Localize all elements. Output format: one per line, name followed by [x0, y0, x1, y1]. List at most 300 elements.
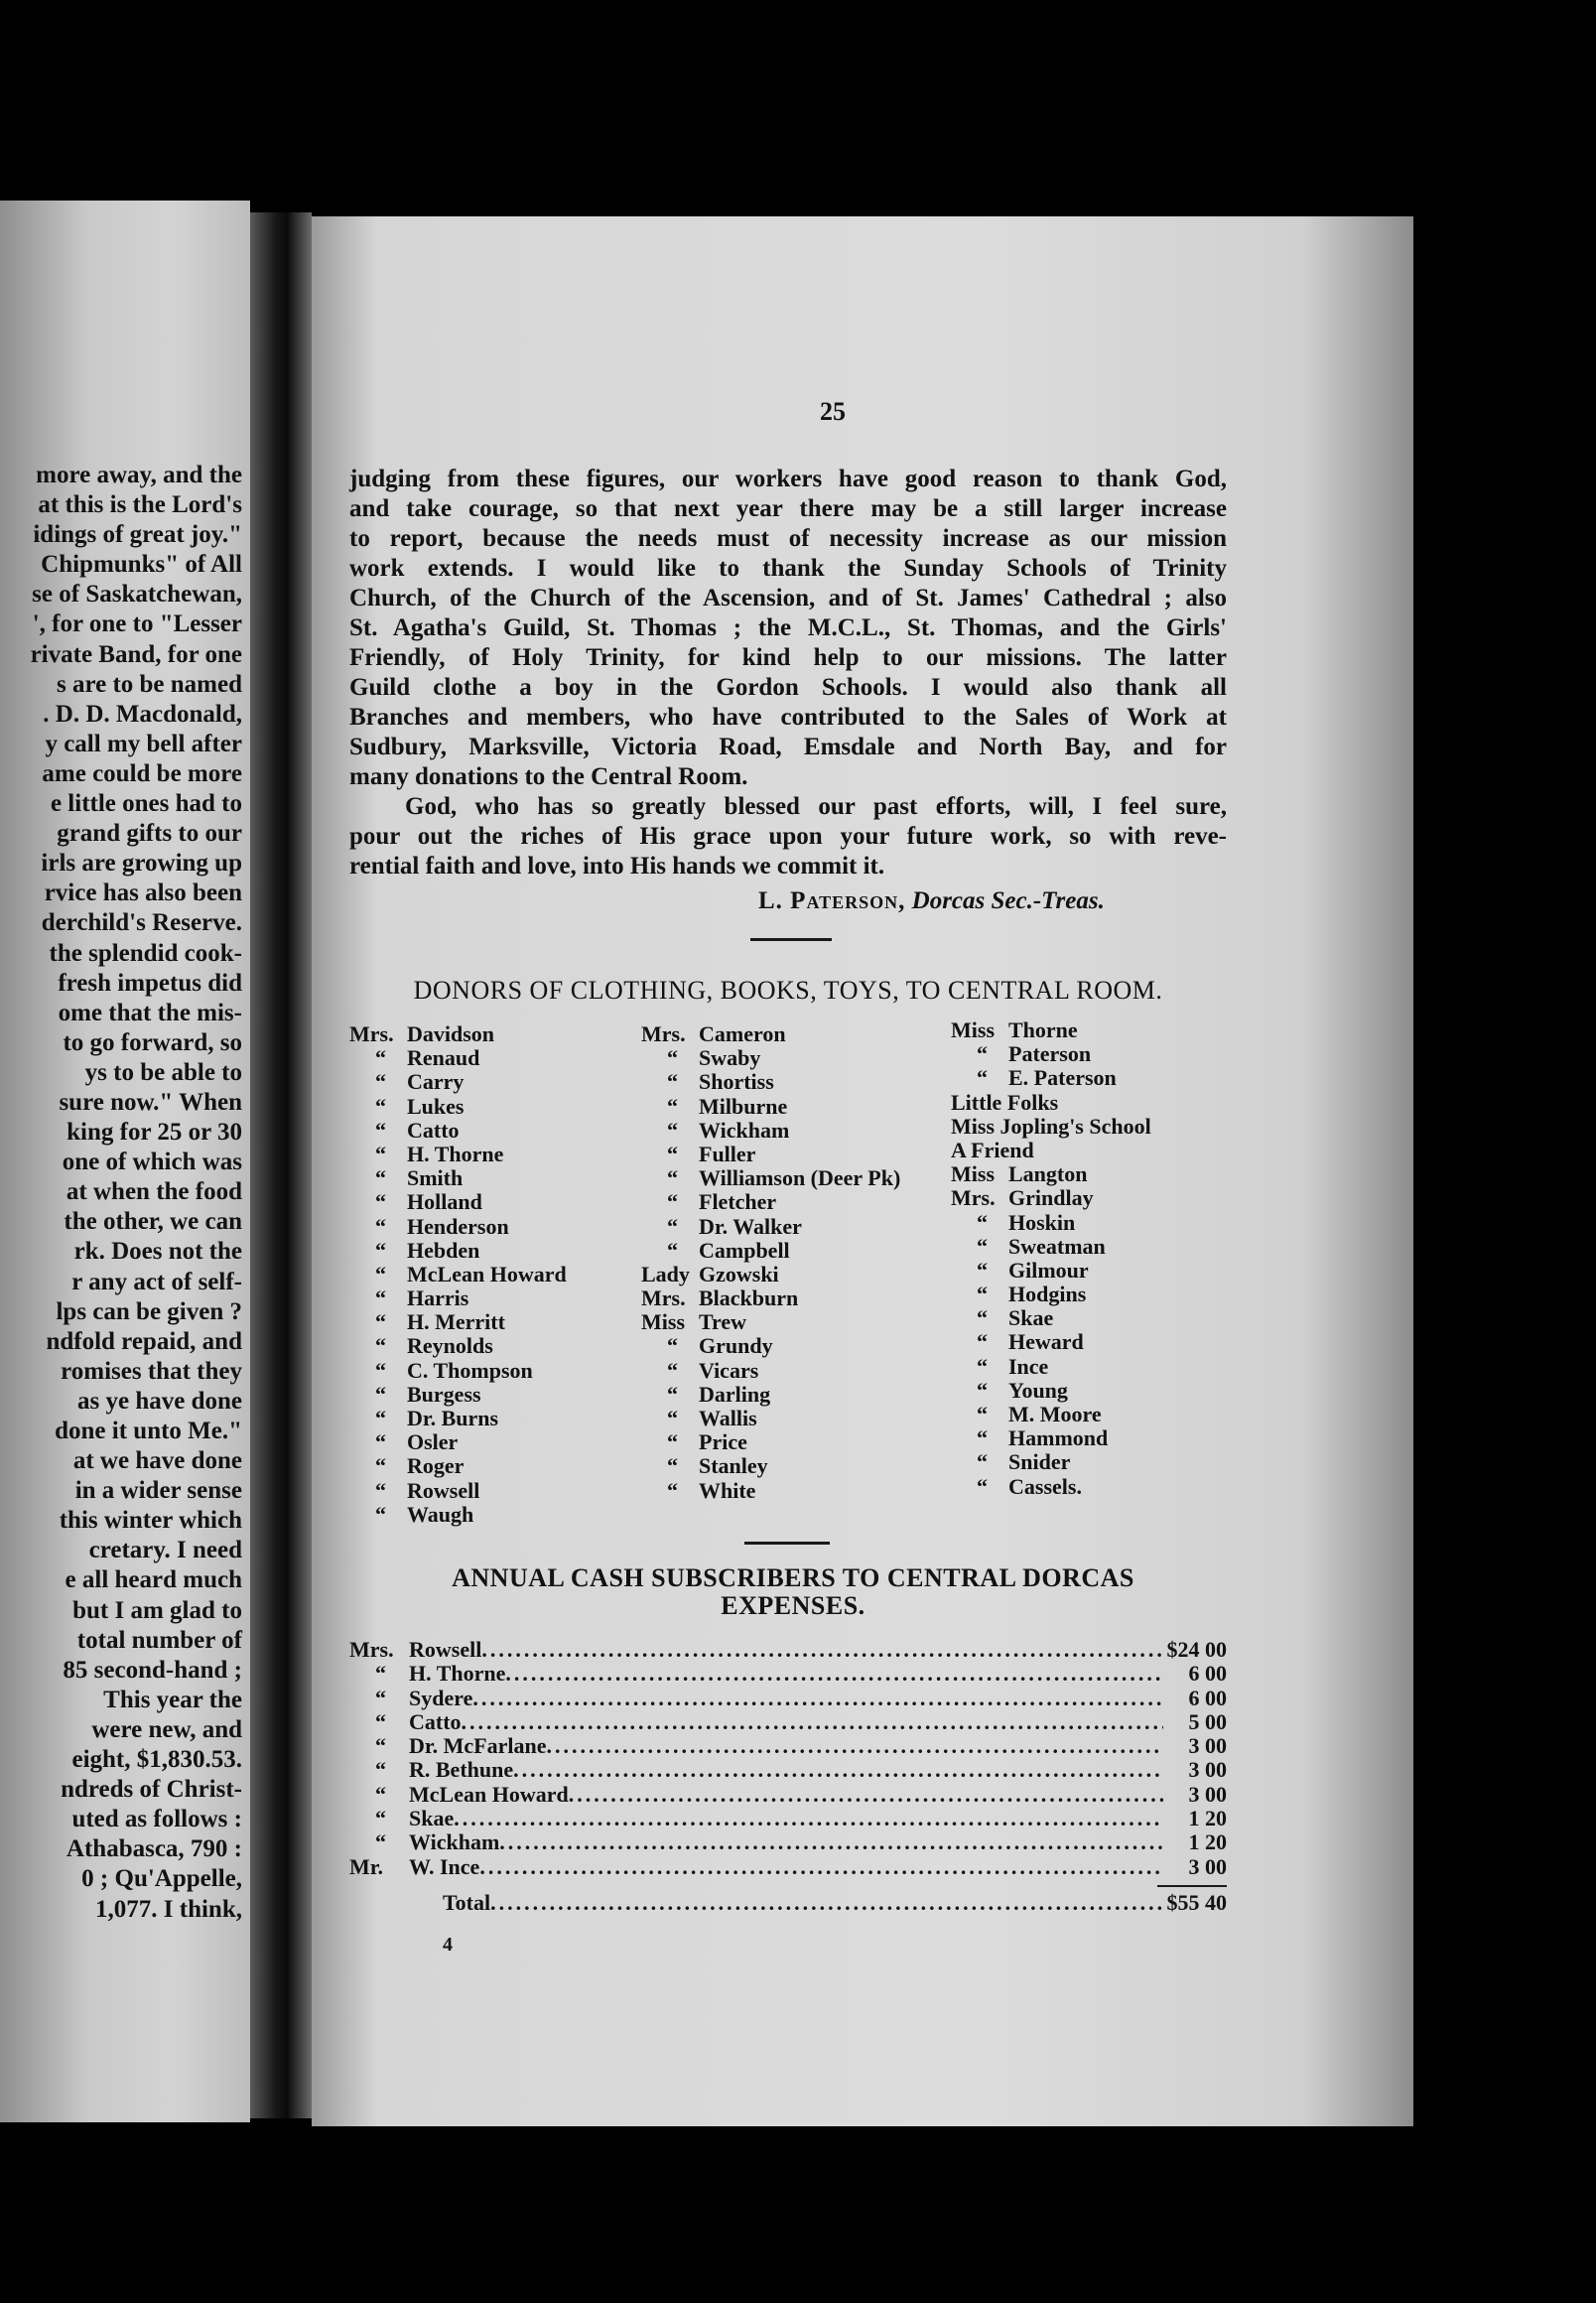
donor-entry [641, 1430, 900, 1454]
subscriber-amount: 3 00 [1188, 1757, 1227, 1783]
left-page-line: romises that they [61, 1357, 242, 1385]
left-page-line: irls are growing up [41, 850, 242, 878]
donor-prefix: “ [977, 1065, 988, 1091]
signature-name: L. Paterson, [758, 887, 906, 914]
donor-name: C. Thompson [407, 1357, 533, 1383]
donor-name: Osler [407, 1429, 459, 1455]
subscriber-name: Wickham [409, 1829, 500, 1855]
left-page-line: This year the [103, 1686, 242, 1713]
donor-entry [641, 1407, 900, 1430]
donor-entry [641, 1454, 900, 1478]
donor-prefix: “ [375, 1333, 386, 1359]
donor-prefix: “ [977, 1402, 988, 1426]
subscriber-name: Catto [409, 1708, 462, 1734]
left-page-line: r any act of self- [71, 1268, 242, 1295]
donors-column-2 [641, 1022, 900, 1503]
left-page-line: in a wider sense [74, 1477, 242, 1505]
leader-dots [513, 1758, 1163, 1782]
donor-name: Swaby [699, 1045, 761, 1071]
donor-prefix: “ [375, 1381, 386, 1407]
donor-name: Rowsell [407, 1477, 480, 1503]
donor-name: Snider [1008, 1449, 1071, 1475]
donor-prefix: “ [375, 1501, 386, 1527]
donor-prefix: “ [977, 1473, 988, 1499]
donor-prefix: “ [667, 1237, 678, 1263]
donor-entry [951, 1066, 1151, 1090]
donor-prefix: “ [375, 1286, 386, 1311]
donor-name: Blackburn [699, 1286, 799, 1311]
subscriber-prefix: Mrs. [349, 1637, 394, 1662]
subscriber-amount: 5 00 [1188, 1708, 1227, 1734]
donor-name: Stanley [699, 1453, 768, 1479]
donor-entry [349, 1479, 567, 1503]
donor-prefix: “ [375, 1189, 386, 1215]
donor-name: White [699, 1477, 756, 1503]
donor-entry [349, 1430, 567, 1454]
subscriber-row [349, 1710, 1227, 1734]
subscriber-prefix: “ [375, 1781, 386, 1807]
donor-name: Holland [407, 1189, 482, 1215]
donor-entry [349, 1119, 567, 1143]
donor-prefix: “ [375, 1429, 386, 1455]
donor-entry [641, 1022, 900, 1046]
donor-name: Price [699, 1429, 747, 1455]
donor-prefix: Mrs. [349, 1021, 394, 1046]
donor-name: Gzowski [699, 1261, 779, 1287]
left-page-line: ndreds of Christ- [61, 1776, 242, 1804]
donor-prefix: “ [667, 1453, 678, 1479]
donor-prefix: “ [375, 1237, 386, 1263]
donor-name: Grundy [699, 1333, 773, 1359]
subscriber-name: W. Ince [409, 1853, 480, 1879]
donor-entry [641, 1095, 900, 1119]
left-page-line: rvice has also been [44, 880, 242, 907]
donor-prefix: “ [375, 1406, 386, 1430]
body-line: St. Agatha's Guild, St. Thomas ; the M.C.L., St. Thomas, and the Girls' [349, 614, 1227, 641]
subscriber-amount: 3 00 [1188, 1781, 1227, 1807]
donor-prefix: “ [667, 1117, 678, 1143]
donor-prefix: “ [375, 1453, 386, 1479]
left-page-line: at we have done [72, 1447, 242, 1475]
donor-name: Harris [407, 1286, 469, 1311]
subscribers-title-line1: ANNUAL CASH SUBSCRIBERS TO CENTRAL DORCAS [452, 1563, 1134, 1592]
donor-entry [641, 1046, 900, 1070]
donor-entry [641, 1334, 900, 1358]
donor-entry [951, 1475, 1151, 1499]
donor-prefix: Miss [951, 1161, 995, 1187]
donor-name: Dr. Walker [699, 1213, 802, 1239]
donor-entry [641, 1190, 900, 1214]
divider-rule [750, 938, 832, 941]
donor-name: Thorne [1008, 1017, 1078, 1042]
donor-name: Fletcher [699, 1189, 777, 1215]
left-page-line: grand gifts to our [57, 820, 242, 848]
divider-rule [744, 1542, 830, 1545]
donor-prefix: Miss [951, 1017, 995, 1042]
left-page-line: lps can be given ? [56, 1297, 242, 1325]
right-page [312, 216, 1413, 2126]
subscriber-row [349, 1855, 1227, 1879]
donor-name: Hebden [407, 1237, 480, 1263]
page-number: 25 [820, 397, 846, 426]
donor-entry [641, 1359, 900, 1383]
donor-name: Renaud [407, 1045, 480, 1071]
donor-entry [951, 1355, 1151, 1379]
donor-entry [349, 1263, 567, 1287]
donor-name: Langton [1008, 1161, 1088, 1187]
subscriber-amount: 3 00 [1188, 1853, 1227, 1879]
left-page-line: Chipmunks" of All [41, 551, 242, 579]
signature-title: Dorcas Sec.-Treas. [911, 887, 1105, 914]
donor-name: Trew [699, 1309, 747, 1335]
leader-dots [472, 1687, 1163, 1710]
donor-prefix: “ [667, 1477, 678, 1503]
donor-prefix: “ [667, 1141, 678, 1166]
subscriber-prefix: Mr. [349, 1853, 384, 1879]
subscriber-name: Sydere [409, 1685, 473, 1710]
left-page-line: sure now." When [59, 1088, 242, 1116]
subscriber-row [349, 1807, 1227, 1830]
donor-name: Paterson [1008, 1041, 1092, 1067]
left-page-line: ', for one to "Lesser [32, 610, 242, 638]
body-line: Branches and members, who have contributed to the Sales of Work at [349, 704, 1227, 731]
donors-column-3 [951, 1018, 1151, 1499]
donor-entry [641, 1070, 900, 1094]
donor-entry [641, 1287, 900, 1310]
donor-entry [951, 1403, 1151, 1426]
leader-dots [505, 1662, 1163, 1686]
donor-prefix: “ [977, 1209, 988, 1235]
donor-prefix: “ [977, 1353, 988, 1379]
donor-name: Vicars [699, 1357, 759, 1383]
donor-entry [951, 1330, 1151, 1354]
donor-prefix: Mrs. [641, 1021, 686, 1046]
body-line: Guild clothe a boy in the Gordon Schools. I would also thank all [349, 674, 1227, 701]
donor-name: E. Paterson [1008, 1065, 1117, 1091]
donor-entry [641, 1479, 900, 1503]
left-page-line: king for 25 or 30 [66, 1119, 242, 1147]
subscriber-amount: 6 00 [1188, 1685, 1227, 1710]
leader-dots [546, 1734, 1163, 1758]
left-page-line: one of which was [62, 1149, 242, 1176]
donor-entry [349, 1383, 567, 1407]
donor-entry [349, 1166, 567, 1190]
left-page-line: e little ones had to [50, 790, 242, 818]
left-page-line: cretary. I need [88, 1537, 242, 1564]
donor-name: Roger [407, 1453, 465, 1479]
body-line: pour out the riches of His grace upon your future work, so with reve- [349, 823, 1227, 850]
left-page-line: fresh impetus did [58, 969, 242, 997]
subscriber-amount: 1 20 [1188, 1806, 1227, 1831]
donor-entry [349, 1334, 567, 1358]
donor-entry [951, 1162, 1151, 1186]
left-page-line: y call my bell after [45, 730, 242, 757]
subscriber-row [349, 1783, 1227, 1807]
total-row [443, 1890, 1227, 1916]
body-line: rential faith and love, into His hands we commit it. [349, 853, 885, 880]
donor-prefix: “ [667, 1045, 678, 1071]
donor-name: Lukes [407, 1093, 465, 1119]
left-page-line: s are to be named [56, 670, 242, 698]
body-line: judging from these figures, our workers have good reason to thank God, [349, 466, 1227, 492]
subscriber-name: Skae [409, 1806, 455, 1831]
signature [758, 887, 1235, 915]
donor-prefix: “ [977, 1305, 988, 1331]
body-paragraphs [349, 465, 1227, 881]
subscriber-row [349, 1830, 1227, 1854]
donor-name: Davidson [407, 1021, 495, 1046]
leader-dots [479, 1855, 1163, 1879]
donor-name: Ince [1008, 1353, 1049, 1379]
body-line: work extends. I would like to thank the Sunday Schools of Trinity [349, 555, 1227, 582]
subscribers-title-line2: EXPENSES. [721, 1591, 865, 1620]
left-page-line: ome that the mis- [58, 999, 242, 1026]
donor-prefix: “ [667, 1406, 678, 1430]
donor-prefix: “ [375, 1165, 386, 1191]
left-page-line: were new, and [91, 1715, 242, 1743]
donor-name: Carry [407, 1069, 465, 1095]
donor-prefix: “ [667, 1333, 678, 1359]
total-rule [1157, 1885, 1227, 1887]
left-page-line: 85 second-hand ; [63, 1656, 242, 1684]
donor-name: Reynolds [407, 1333, 493, 1359]
donor-entry [641, 1239, 900, 1263]
body-line: many donations to the Central Room. [349, 763, 748, 790]
total-amount: $55 40 [1166, 1890, 1227, 1915]
left-page-line: as ye have done [77, 1387, 242, 1415]
donor-entry [951, 1211, 1151, 1235]
donor-entry [349, 1070, 567, 1094]
donor-entry [951, 1018, 1151, 1042]
donor-prefix: “ [667, 1429, 678, 1455]
donor-entry [951, 1426, 1151, 1450]
donor-prefix: “ [667, 1165, 678, 1191]
left-page-line: done it unto Me." [55, 1418, 242, 1444]
donor-entry [951, 1306, 1151, 1330]
donor-prefix: “ [375, 1261, 386, 1287]
donor-name: H. Thorne [407, 1141, 504, 1166]
donor-name: Miss Jopling's School [951, 1113, 1151, 1139]
donor-name: Darling [699, 1381, 771, 1407]
subscriber-amount: 3 00 [1188, 1733, 1227, 1759]
body-line: Friendly, of Holy Trinity, for kind help to our missions. The latter [349, 644, 1227, 671]
donor-entry [349, 1143, 567, 1166]
donor-prefix: “ [667, 1093, 678, 1119]
leader-dots [462, 1710, 1163, 1734]
donor-name: Gilmour [1008, 1257, 1089, 1283]
left-page-line: se of Saskatchewan, [32, 581, 242, 609]
donor-name: Little Folks [951, 1089, 1059, 1115]
body-line: Sudbury, Marksville, Victoria Road, Emsdale and North Bay, and for [349, 734, 1227, 760]
left-page-line: but I am glad to [72, 1596, 242, 1624]
subscriber-amount: $24 00 [1166, 1637, 1227, 1662]
left-page [0, 201, 250, 2122]
donor-name: Williamson (Deer Pk) [699, 1165, 901, 1191]
donor-name: Skae [1008, 1305, 1054, 1331]
left-page-line: at when the food [66, 1178, 242, 1206]
left-page-line: ys to be able to [84, 1058, 242, 1086]
subscriber-prefix: “ [375, 1829, 386, 1855]
donor-prefix: “ [375, 1477, 386, 1503]
leader-dots [454, 1807, 1163, 1830]
donor-entry [349, 1359, 567, 1383]
donor-entry [349, 1310, 567, 1334]
subscriber-row [349, 1734, 1227, 1758]
donor-prefix: “ [977, 1233, 988, 1259]
donor-name: Catto [407, 1117, 460, 1143]
donor-name: Wickham [699, 1117, 790, 1143]
leader-dots [499, 1830, 1163, 1854]
donor-entry [641, 1143, 900, 1166]
donor-prefix: Mrs. [641, 1286, 686, 1311]
subscriber-name: McLean Howard [409, 1781, 569, 1807]
donor-entry [641, 1166, 900, 1190]
donor-entry [951, 1139, 1151, 1162]
donor-prefix: “ [667, 1357, 678, 1383]
donor-prefix: “ [977, 1425, 988, 1451]
left-page-line: eight, $1,830.53. [71, 1746, 242, 1774]
donor-prefix: “ [375, 1141, 386, 1166]
donor-prefix: “ [977, 1449, 988, 1475]
donor-name: Shortiss [699, 1069, 774, 1095]
donor-entry [349, 1215, 567, 1239]
donors-column-1 [349, 1022, 567, 1527]
donor-entry [951, 1186, 1151, 1210]
donor-entry [349, 1287, 567, 1310]
subscriber-row [349, 1638, 1227, 1662]
donor-name: Heward [1008, 1329, 1084, 1355]
signature-mark: 4 [443, 1934, 453, 1956]
donor-name: Hammond [1008, 1425, 1109, 1451]
subscriber-name: Dr. McFarlane [409, 1733, 547, 1759]
subscriber-name: R. Bethune [409, 1757, 514, 1783]
leader-dots [569, 1783, 1163, 1807]
left-page-line: ame could be more [42, 759, 242, 787]
subscribers-table [349, 1638, 1227, 1879]
left-page-line: 0 ; Qu'Appelle, [81, 1865, 242, 1893]
leader-dots [481, 1638, 1163, 1662]
subscriber-prefix: “ [375, 1806, 386, 1831]
donor-name: Dr. Burns [407, 1406, 499, 1430]
donor-name: Hoskin [1008, 1209, 1076, 1235]
donor-prefix: “ [375, 1357, 386, 1383]
donor-entry [641, 1263, 900, 1287]
donor-prefix: “ [375, 1045, 386, 1071]
body-line: to report, because the needs must of necessity increase as our mission [349, 525, 1227, 552]
donor-prefix: “ [375, 1213, 386, 1239]
subscriber-prefix: “ [375, 1708, 386, 1734]
donor-entry [951, 1283, 1151, 1306]
donor-entry [349, 1454, 567, 1478]
left-page-line: Athabasca, 790 : [66, 1835, 242, 1863]
subscriber-prefix: “ [375, 1685, 386, 1710]
left-page-line: at this is the Lord's [38, 491, 242, 519]
subscriber-name: H. Thorne [409, 1661, 506, 1687]
left-page-line: 1,077. I think, [95, 1895, 242, 1923]
donor-entry [349, 1046, 567, 1070]
donor-name: Waugh [407, 1501, 474, 1527]
donor-prefix: “ [375, 1309, 386, 1335]
donor-prefix: “ [977, 1329, 988, 1355]
left-page-line: to go forward, so [63, 1028, 242, 1056]
donor-name: Hodgins [1008, 1282, 1087, 1307]
left-page-text [0, 461, 242, 1925]
left-page-line: . D. D. Macdonald, [43, 700, 242, 728]
donor-prefix: Mrs. [951, 1185, 996, 1211]
donor-name: Fuller [699, 1141, 756, 1166]
body-line: God, who has so greatly blessed our past efforts, will, I feel sure, [405, 793, 1227, 820]
donor-name: Young [1008, 1377, 1068, 1403]
left-page-line: derchild's Reserve. [41, 909, 242, 937]
donor-entry [951, 1042, 1151, 1066]
donor-entry [349, 1095, 567, 1119]
left-page-line: more away, and the [36, 462, 242, 488]
donor-name: Smith [407, 1165, 464, 1191]
donor-prefix: Lady [641, 1261, 690, 1287]
donor-name: McLean Howard [407, 1261, 567, 1287]
subscriber-prefix: “ [375, 1757, 386, 1783]
left-page-line: rk. Does not the [73, 1238, 242, 1266]
subscriber-row [349, 1662, 1227, 1686]
total-label: Total [443, 1890, 491, 1915]
donor-prefix: “ [977, 1257, 988, 1283]
donor-prefix: “ [667, 1213, 678, 1239]
donor-entry [951, 1091, 1151, 1115]
donor-name: Milburne [699, 1093, 788, 1119]
donor-prefix: Miss [641, 1309, 685, 1335]
donor-prefix: “ [667, 1069, 678, 1095]
donor-name: Burgess [407, 1381, 481, 1407]
donor-name: A Friend [951, 1137, 1034, 1162]
donor-entry [951, 1450, 1151, 1474]
leader-dots [490, 1890, 1163, 1916]
left-page-line: total number of [76, 1626, 242, 1654]
donor-entry [349, 1022, 567, 1046]
body-line: and take courage, so that next year there may be a still larger increase [349, 495, 1227, 522]
donor-entry [349, 1503, 567, 1527]
left-page-line: the other, we can [64, 1208, 242, 1236]
donor-name: H. Merritt [407, 1309, 505, 1335]
subscriber-amount: 1 20 [1188, 1829, 1227, 1855]
book-gutter [250, 212, 312, 2118]
donor-entry [349, 1190, 567, 1214]
left-page-line: this winter which [59, 1507, 242, 1535]
donor-prefix: “ [667, 1381, 678, 1407]
left-page-line: idings of great joy." [33, 521, 242, 549]
subscriber-amount: 6 00 [1188, 1661, 1227, 1687]
donor-entry [349, 1239, 567, 1263]
donor-name: Cassels. [1008, 1473, 1082, 1499]
donor-name: Wallis [699, 1406, 757, 1430]
left-page-line: the splendid cook- [49, 939, 242, 967]
left-page-line: ndfold repaid, and [46, 1327, 242, 1355]
donor-prefix: “ [375, 1069, 386, 1095]
donor-name: M. Moore [1008, 1402, 1102, 1426]
donor-prefix: “ [375, 1093, 386, 1119]
donor-name: Cameron [699, 1021, 786, 1046]
body-line: Church, of the Church of the Ascension, and of St. James' Cathedral ; also [349, 585, 1227, 611]
left-page-line: rivate Band, for one [30, 640, 242, 668]
donor-entry [349, 1407, 567, 1430]
donor-entry [951, 1235, 1151, 1259]
donor-name: Grindlay [1008, 1185, 1094, 1211]
donor-name: Sweatman [1008, 1233, 1106, 1259]
donor-entry [641, 1119, 900, 1143]
donor-name: Campbell [699, 1237, 790, 1263]
subscriber-name: Rowsell [409, 1637, 482, 1662]
donor-entry [951, 1379, 1151, 1403]
donor-prefix: “ [375, 1117, 386, 1143]
